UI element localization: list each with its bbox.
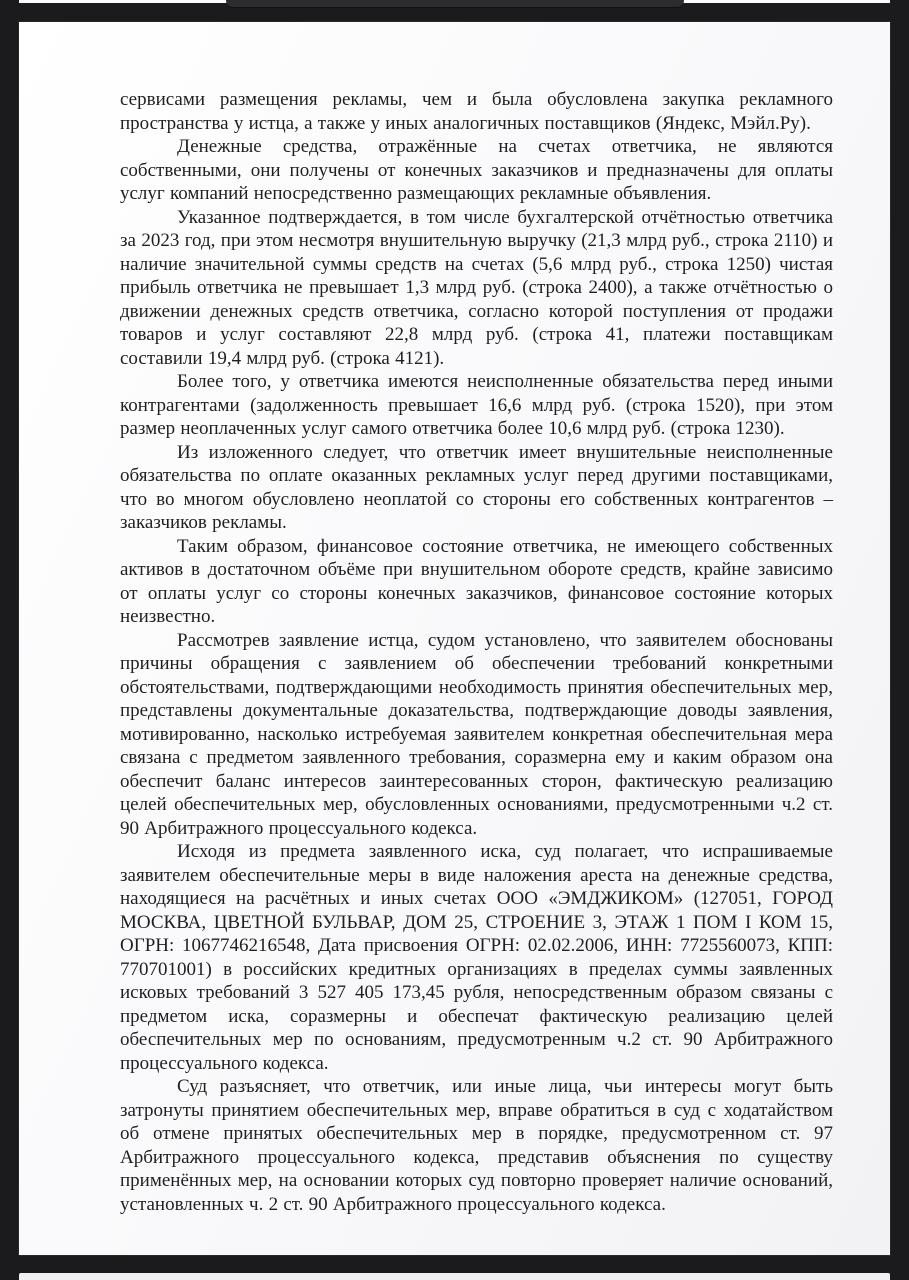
document-paragraph: сервисами размещения рекламы, чем и была обусловлена закупка рекламного пространства у истца, а также у иных аналогичных поставщиков (Яндекс, Мэйл.Ру). bbox=[120, 89, 833, 134]
document-paragraph: Исходя из предмета заявленного иска, суд полагает, что испрашиваемые заявителем обеспечительные меры в виде наложения ареста на денежные средства, находящиеся на расчётных и иных счетах ООО «ЭМДЖИКОМ» (127051, ГОРОД МОСКВА, ЦВЕТНОЙ БУЛЬВАР, ДОМ 25, СТРОЕНИЕ 3, ЭТАЖ 1 ПОМ I КОМ 15, ОГРН: 1067746216548, Дата присвоения ОГРН: 02.02.2006, ИНН: 7725560073, КПП: 770701001) в российских кредитных организациях в пределах суммы заявленных исковых требований 3 527 405 173,45 рубля, непосредственным образом связаны с предметом иска, соразмерны и обеспечат фактическую реализацию целей обеспечительных мер по основаниям, предусмотренным ч.2 ст. 90 Арбитражного процессуального кодекса. bbox=[120, 841, 833, 1074]
document-page bbox=[19, 22, 890, 1255]
document-paragraph: Суд разъясняет, что ответчик, или иные лица, чьи интересы могут быть затронуты принятием обеспечительных мер, вправе обратиться в суд с ходатайством об отмене принятых обеспечительных мер в порядке, предусмотренном ст. 97 Арбитражного процессуального кодекса, представив объяснения по существу применённых мер, на основании которых суд повторно проверяет наличие оснований, установленных ч. 2 ст. 90 Арбитражного процессуального кодекса. bbox=[120, 1076, 833, 1215]
next-page-top-edge bbox=[19, 1273, 890, 1280]
document-paragraph: Из изложенного следует, что ответчик имеет внушительные неисполненные обязательства по оплате оказанных рекламных услуг перед другими поставщиками, что во многом обусловлено неоплатой со стороны его собственных контрагентов – заказчиков рекламы. bbox=[120, 441, 833, 533]
document-paragraph: Более того, у ответчика имеются неисполненные обязательства перед иными контрагентами (задолженность превышает 16,6 млрд руб. (строка 1520), при этом размер неоплаченных услуг самого ответчика более 10,6 млрд руб. (строка 1230). bbox=[120, 371, 833, 439]
top-rounded-notch bbox=[226, 0, 684, 7]
document-paragraph: Денежные средства, отражённые на счетах ответчика, не являются собственными, они получены от конечных заказчиков и предназначены для оплаты услуг компаний непосредственно размещающих рекламные объявления. bbox=[120, 136, 833, 204]
document-text bbox=[120, 88, 833, 1216]
document-paragraph: Таким образом, финансовое состояние ответчика, не имеющего собственных активов в достаточном объёме при внушительном обороте средств, крайне зависимо от оплаты услуг со стороны конечных заказчиков, финансовое состояние которых неизвестно. bbox=[120, 535, 833, 627]
document-paragraph: Рассмотрев заявление истца, судом установлено, что заявителем обоснованы причины обращения с заявлением об обеспечении требований конкретными обстоятельствами, подтверждающими необходимость принятия обеспечительных мер, представлены документальные доказательства, подтверждающие доводы заявления, мотивированно, насколько истребуемая заявителем конкретная обеспечительная мера связана с предметом заявленного требования, соразмерна ему и каким образом она обеспечит баланс интересов заинтересованных сторон, фактическую реализацию целей обеспечительных мер, обусловленных основаниями, предусмотренными ч.2 ст. 90 Арбитражного процессуального кодекса. bbox=[120, 629, 833, 839]
document-paragraph: Указанное подтверждается, в том числе бухгалтерской отчётностью ответчика за 2023 год, при этом несмотря внушительную выручку (21,3 млрд руб., строка 2110) и наличие значительной суммы средств на счетах (5,6 млрд руб., строка 1250) чистая прибыль ответчика не превышает 1,3 млрд руб. (строка 2400), а также отчётностью о движении денежных средств ответчика, согласно которой поступления от продажи товаров и услуг составляют 22,8 млрд руб. (строка 41, платежи поставщикам составили 19,4 млрд руб. (строка 4121). bbox=[120, 206, 833, 369]
